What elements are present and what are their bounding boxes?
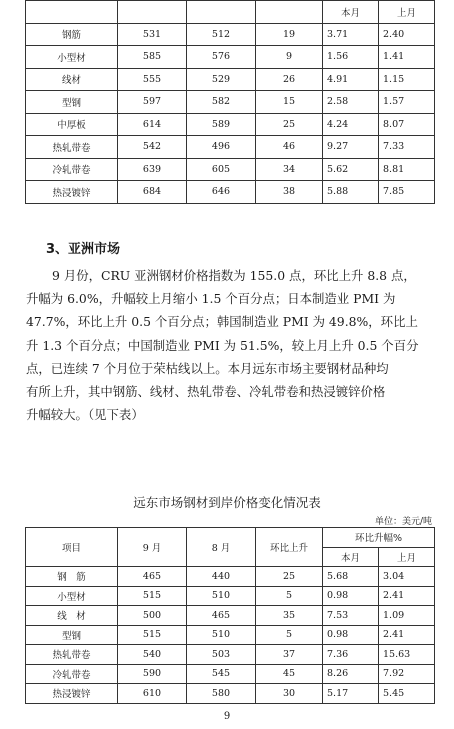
table-cell: 0.98 (323, 625, 379, 645)
table-cell-item: 型钢 (26, 91, 118, 114)
table-cell: 496 (187, 136, 256, 159)
table-cell: 585 (118, 46, 187, 69)
table-cell: 35 (256, 606, 323, 626)
table-cell-item: 钢筋 (26, 23, 118, 46)
table-cell: 9 (256, 46, 323, 69)
table-cell: 3.04 (379, 567, 435, 587)
table-cell: 5 (256, 586, 323, 606)
header-pct-group: 环比升幅% (323, 528, 435, 548)
table-cell: 1.57 (379, 91, 435, 114)
table-cell: 4.24 (323, 113, 379, 136)
table-cell: 8.81 (379, 158, 435, 181)
table-row (26, 46, 435, 69)
table-cell: 510 (187, 586, 256, 606)
paragraph-line: 升幅为 6.0%，升幅较上月缩小 1.5 个百分点；日本制造业 PMI 为 (26, 291, 396, 307)
table-cell: 2.40 (379, 23, 435, 46)
table-cell: 8.26 (323, 664, 379, 684)
table-cell: 8.07 (379, 113, 435, 136)
table-cell: 7.53 (323, 606, 379, 626)
table-cell-item: 热轧带卷 (26, 645, 118, 665)
table-cell: 1.15 (379, 68, 435, 91)
table-cell-item: 线 材 (26, 606, 118, 626)
table-cell: 610 (118, 684, 187, 704)
table-cell: 46 (256, 136, 323, 159)
table-cell-item: 中厚板 (26, 113, 118, 136)
table-row (26, 606, 435, 626)
header-august: 8 月 (187, 528, 256, 567)
table-cell: 45 (256, 664, 323, 684)
paragraph-line: 点，已连续 7 个月位于荣枯线以上。本月远东市场主要钢材品种均 (26, 360, 389, 376)
section-title: 3、亚洲市场 (46, 242, 121, 257)
table-cell: 5.17 (323, 684, 379, 704)
table-cell: 531 (118, 23, 187, 46)
table-cell-item: 热轧带卷 (26, 136, 118, 159)
table-header-row (26, 1, 435, 24)
table-cell: 542 (118, 136, 187, 159)
table-cell: 540 (118, 645, 187, 665)
table-cell: 639 (118, 158, 187, 181)
table-cell: 1.09 (379, 606, 435, 626)
table-cell: 37 (256, 645, 323, 665)
table-cell: 590 (118, 664, 187, 684)
table-cell: 440 (187, 567, 256, 587)
table-cell: 465 (187, 606, 256, 626)
table-cell: 545 (187, 664, 256, 684)
paragraph-line: 升 1.3 个百分点；中国制造业 PMI 为 51.5%，较上月上升 0.5 个百分 (26, 337, 419, 353)
table-row (26, 625, 435, 645)
table-cell: 38 (256, 181, 323, 204)
table-row (26, 68, 435, 91)
header-september: 9 月 (118, 528, 187, 567)
table-cell: 0.98 (323, 586, 379, 606)
table-cell: 34 (256, 158, 323, 181)
table-cell: 25 (256, 113, 323, 136)
table-cell: 2.41 (379, 625, 435, 645)
table-cell: 4.91 (323, 68, 379, 91)
table-cell: 5.62 (323, 158, 379, 181)
paragraph-line: 有所上升，其中钢筋、线材、热轧带卷、冷轧带卷和热浸镀锌价格 (26, 384, 386, 400)
page-number: 9 (223, 711, 231, 722)
table-cell: 582 (187, 91, 256, 114)
body-paragraph (26, 264, 428, 426)
table-cell: 7.92 (379, 664, 435, 684)
table-cell: 15 (256, 91, 323, 114)
table-cell: 5.68 (323, 567, 379, 587)
table-cell-item: 冷轧带卷 (26, 158, 118, 181)
table-title: 远东市场钢材到岸价格变化情况表 (133, 495, 321, 510)
header-item: 项目 (26, 528, 118, 567)
table-cell: 3.71 (323, 23, 379, 46)
table-cell: 7.85 (379, 181, 435, 204)
table-cell: 465 (118, 567, 187, 587)
table-cell: 580 (187, 684, 256, 704)
table-cell: 7.36 (323, 645, 379, 665)
table-cell: 605 (187, 158, 256, 181)
table-cell-item: 型钢 (26, 625, 118, 645)
header-last-month: 上月 (379, 547, 435, 567)
table-cell: 512 (187, 23, 256, 46)
table-cell-item: 热浸镀锌 (26, 684, 118, 704)
table-cell: 7.33 (379, 136, 435, 159)
table-cell-item: 小型材 (26, 586, 118, 606)
europe-price-table (25, 0, 435, 204)
unit-label: 单位：美元/吨 (374, 517, 432, 527)
table-cell-item: 线材 (26, 68, 118, 91)
paragraph-line: 47.7%，环比上升 0.5 个百分点；韩国制造业 PMI 为 49.8%，环比上 (26, 314, 418, 330)
header-last-month: 上月 (379, 1, 435, 24)
table-cell: 2.41 (379, 586, 435, 606)
table-cell: 646 (187, 181, 256, 204)
table-cell: 5 (256, 625, 323, 645)
table-row (26, 113, 435, 136)
table-cell: 15.63 (379, 645, 435, 665)
table-row (26, 684, 435, 704)
far-east-price-table (25, 527, 435, 704)
header-change: 环比上升 (256, 528, 323, 567)
table-row (26, 181, 435, 204)
header-this-month: 本月 (323, 547, 379, 567)
table-cell: 503 (187, 645, 256, 665)
table-cell: 2.58 (323, 91, 379, 114)
table-row (26, 567, 435, 587)
table-cell: 515 (118, 586, 187, 606)
table-cell: 614 (118, 113, 187, 136)
header-this-month: 本月 (323, 1, 379, 24)
table-cell: 19 (256, 23, 323, 46)
table-cell: 26 (256, 68, 323, 91)
table-row (26, 586, 435, 606)
table-cell: 5.88 (323, 181, 379, 204)
table-cell: 510 (187, 625, 256, 645)
table-cell: 25 (256, 567, 323, 587)
table-cell: 1.56 (323, 46, 379, 69)
paragraph-line: 升幅较大。（见下表） (26, 407, 144, 423)
table-cell: 597 (118, 91, 187, 114)
table-row (26, 645, 435, 665)
table-row (26, 664, 435, 684)
table-cell: 589 (187, 113, 256, 136)
table-header-row (26, 528, 435, 548)
table-row (26, 23, 435, 46)
table-cell: 684 (118, 181, 187, 204)
table-cell: 529 (187, 68, 256, 91)
table-cell: 515 (118, 625, 187, 645)
table-cell: 9.27 (323, 136, 379, 159)
table-cell: 576 (187, 46, 256, 69)
paragraph-line: 9 月份，CRU 亚洲钢材价格指数为 155.0 点，环比上升 8.8 点， (52, 268, 416, 283)
table-cell: 30 (256, 684, 323, 704)
table-cell-item: 钢 筋 (26, 567, 118, 587)
table-cell: 5.45 (379, 684, 435, 704)
table-cell: 1.41 (379, 46, 435, 69)
table-cell: 555 (118, 68, 187, 91)
table-cell-item: 小型材 (26, 46, 118, 69)
table-row (26, 158, 435, 181)
table-cell-item: 冷轧带卷 (26, 664, 118, 684)
table-cell-item: 热浸镀锌 (26, 181, 118, 204)
table-row (26, 91, 435, 114)
table-cell: 500 (118, 606, 187, 626)
table-row (26, 136, 435, 159)
